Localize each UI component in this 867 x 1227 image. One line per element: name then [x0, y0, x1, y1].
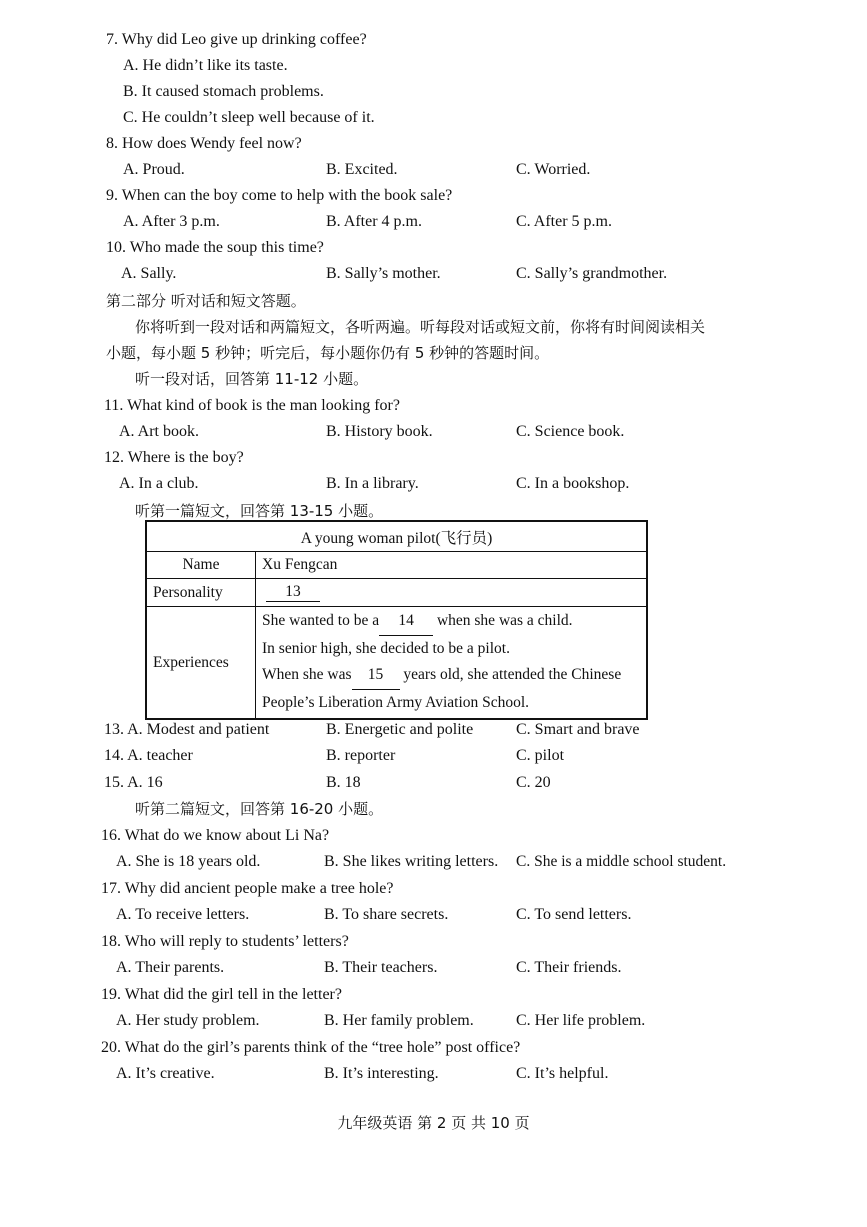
option-11b: B. History book.	[326, 423, 433, 440]
passage-1-intro: 听第一篇短文，回答第 13-15 小题。	[135, 502, 384, 520]
option-17b: B. To share secrets.	[324, 906, 449, 923]
experience-line-4: People’s Liberation Army Aviation School.	[262, 693, 530, 711]
option-19c: C. Her life problem.	[516, 1012, 646, 1029]
blank-15: 15	[352, 662, 400, 690]
question-16: 16. What do we know about Li Na?	[101, 827, 330, 844]
option-8b: B. Excited.	[326, 161, 398, 178]
passage-2-intro: 听第二篇短文，回答第 16-20 小题。	[135, 800, 384, 818]
option-19a: A. Her study problem.	[116, 1012, 260, 1029]
option-18c: C. Their friends.	[516, 959, 622, 976]
experience-line-1: She wanted to be a 14 when she was a child.	[262, 608, 640, 636]
option-14b: B. reporter	[326, 747, 396, 764]
option-10a: A. Sally.	[121, 265, 177, 282]
personality-value	[256, 579, 648, 607]
option-15c: C. 20	[516, 774, 551, 791]
experiences-label: Experiences	[146, 607, 256, 720]
option-13a: 13. A. Modest and patient	[104, 721, 270, 738]
option-7c: C. He couldn’t sleep well because of it.	[123, 109, 375, 126]
option-10c: C. Sally’s grandmother.	[516, 265, 668, 282]
option-9b: B. After 4 p.m.	[326, 213, 422, 230]
option-16b: B. She likes writing letters.	[324, 853, 499, 870]
blank-14: 14	[379, 608, 433, 636]
question-8: 8. How does Wendy feel now?	[106, 135, 302, 152]
option-13b: B. Energetic and polite	[326, 721, 474, 738]
question-9: 9. When can the boy come to help with the book sale?	[106, 187, 453, 204]
pilot-info-table	[145, 520, 648, 720]
option-20a: A. It’s creative.	[116, 1065, 215, 1082]
option-15b: B. 18	[326, 774, 361, 791]
option-20c: C. It’s helpful.	[516, 1065, 609, 1082]
option-12b: B. In a library.	[326, 475, 419, 492]
option-17c: C. To send letters.	[516, 906, 632, 923]
table-title: A young woman pilot(飞行员)	[146, 521, 647, 552]
option-11a: A. Art book.	[119, 423, 199, 440]
experience-line-3: When she was 15 years old, she attended the Chinese	[262, 662, 640, 690]
section-2-instruction-line-2: 小题，每小题 5 秒钟；听完后，每小题你仍有 5 秒钟的答题时间。	[106, 344, 550, 362]
dialog-intro: 听一段对话，回答第 11-12 小题。	[135, 370, 369, 388]
question-20: 20. What do the girl’s parents think of the “tree hole” post office?	[101, 1039, 521, 1056]
option-18a: A. Their parents.	[116, 959, 225, 976]
option-8c: C. Worried.	[516, 161, 591, 178]
option-18b: B. Their teachers.	[324, 959, 438, 976]
option-10b: B. Sally’s mother.	[326, 265, 441, 282]
experience-line-2: In senior high, she decided to be a pilot.	[262, 639, 510, 657]
option-13c: C. Smart and brave	[516, 721, 640, 738]
name-value: Xu Fengcan	[256, 552, 648, 579]
experiences-value	[256, 607, 648, 720]
question-17: 17. Why did ancient people make a tree hole?	[101, 880, 394, 897]
blank-13: 13	[266, 583, 320, 602]
option-9a: A. After 3 p.m.	[123, 213, 220, 230]
option-7a: A. He didn’t like its taste.	[123, 57, 288, 74]
page-footer: 九年级英语 第 2 页 共 10 页	[337, 1114, 530, 1132]
question-11: 11. What kind of book is the man looking for?	[104, 397, 400, 414]
option-14c: C. pilot	[516, 747, 565, 764]
option-15a: 15. A. 16	[104, 774, 163, 791]
option-14a: 14. A. teacher	[104, 747, 193, 764]
question-7: 7. Why did Leo give up drinking coffee?	[106, 31, 367, 48]
option-7b: B. It caused stomach problems.	[123, 83, 324, 100]
question-12: 12. Where is the boy?	[104, 449, 244, 466]
personality-label: Personality	[146, 579, 256, 607]
option-12a: A. In a club.	[119, 475, 199, 492]
section-2-heading: 第二部分 听对话和短文答题。	[106, 292, 306, 310]
option-8a: A. Proud.	[123, 161, 185, 178]
option-19b: B. Her family problem.	[324, 1012, 474, 1029]
option-16a: A. She is 18 years old.	[116, 853, 261, 870]
option-12c: C. In a bookshop.	[516, 475, 630, 492]
option-20b: B. It’s interesting.	[324, 1065, 439, 1082]
option-11c: C. Science book.	[516, 423, 625, 440]
question-10: 10. Who made the soup this time?	[106, 239, 324, 256]
name-label: Name	[146, 552, 256, 579]
option-17a: A. To receive letters.	[116, 906, 250, 923]
option-9c: C. After 5 p.m.	[516, 213, 612, 230]
question-18: 18. Who will reply to students’ letters?	[101, 933, 349, 950]
question-19: 19. What did the girl tell in the letter?	[101, 986, 342, 1003]
option-16c: C. She is a middle school student.	[516, 853, 727, 870]
section-2-instruction-line-1: 你将听到一段对话和两篇短文，各听两遍。听每段对话或短文前，你将有时间阅读相关	[135, 318, 706, 336]
